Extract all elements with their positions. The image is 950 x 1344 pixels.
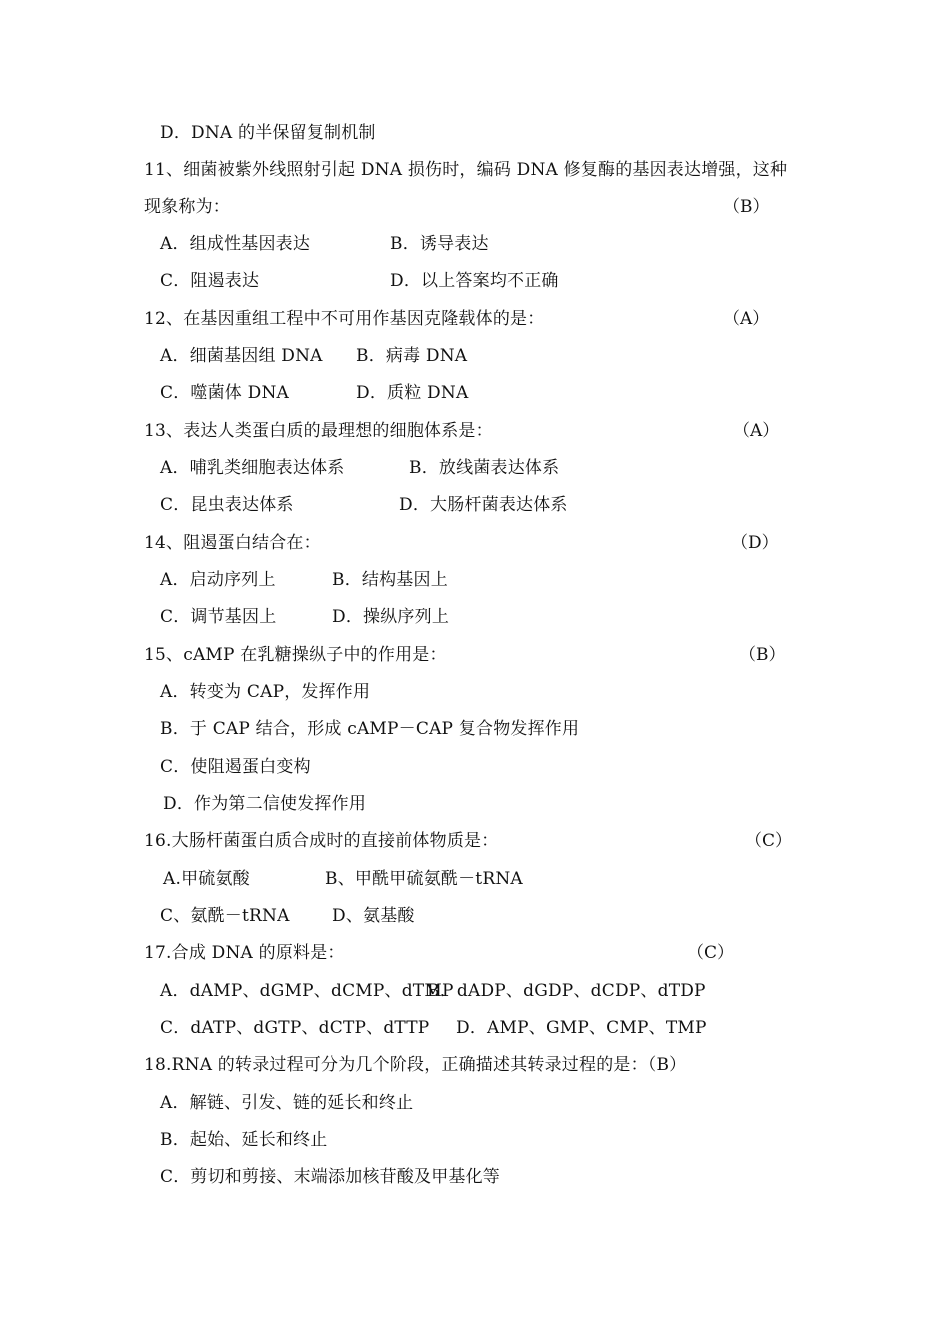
question-text: 17.合成 DNA 的原料是：: [144, 943, 345, 963]
option-text: A．哺乳类细胞表达体系: [160, 458, 345, 478]
option-text: B．于 CAP 结合，形成 cAMP－CAP 复合物发挥作用: [160, 719, 580, 739]
option-text: A．解链、引发、链的延长和终止: [160, 1093, 414, 1113]
option-text: C．调节基因上: [160, 607, 277, 627]
option-text: A．dAMP、dGMP、dCMP、dTMP: [160, 981, 454, 1001]
option-text: D．质粒 DNA: [356, 383, 469, 403]
option-text: D．大肠杆菌表达体系: [399, 495, 568, 515]
question-text: 15、cAMP 在乳糖操纵子中的作用是：: [144, 645, 447, 665]
option-text: B．放线菌表达体系: [409, 458, 560, 478]
option-text: D．操纵序列上: [332, 607, 450, 627]
answer-key: （D）: [731, 533, 779, 553]
option-text: B．诱导表达: [390, 234, 489, 254]
question-text: 13、表达人类蛋白质的最理想的细胞体系是：: [144, 421, 493, 441]
option-text: B．病毒 DNA: [356, 346, 468, 366]
answer-key: （C）: [745, 831, 793, 851]
option-text: C、氨酰－tRNA: [160, 906, 290, 926]
option-text: D．DNA 的半保留复制机制: [160, 123, 376, 143]
question-text: 现象称为：: [144, 197, 230, 217]
question-text: 14、阻遏蛋白结合在：: [144, 533, 321, 553]
option-text: D．作为第二信使发挥作用: [163, 794, 367, 814]
option-text: B．结构基因上: [332, 570, 448, 590]
option-text: C．昆虫表达体系: [160, 495, 294, 515]
question-text: 18.RNA 的转录过程可分为几个阶段，正确描述其转录过程的是：（B）: [144, 1055, 687, 1075]
answer-key: （C）: [687, 943, 735, 963]
option-text: D．以上答案均不正确: [390, 271, 559, 291]
answer-key: （A）: [723, 309, 770, 329]
option-text: C．阻遏表达: [160, 271, 260, 291]
answer-key: （A）: [733, 421, 780, 441]
option-text: C．dATP、dGTP、dCTP、dTTP: [160, 1018, 430, 1038]
question-text: 11、细菌被紫外线照射引起 DNA 损伤时，编码 DNA 修复酶的基因表达增强，这种: [144, 160, 788, 180]
option-text: B、甲酰甲硫氨酰－tRNA: [325, 869, 523, 889]
option-text: A．细菌基因组 DNA: [160, 346, 323, 366]
option-text: A.甲硫氨酸: [163, 869, 250, 889]
option-text: A．组成性基因表达: [160, 234, 311, 254]
option-text: A．启动序列上: [160, 570, 276, 590]
option-text: B．dADP、dGDP、dCDP、dTDP: [427, 981, 706, 1001]
option-text: C．使阻遏蛋白变构: [160, 757, 311, 777]
question-text: 16.大肠杆菌蛋白质合成时的直接前体物质是：: [144, 831, 499, 851]
option-text: A．转变为 CAP，发挥作用: [160, 682, 371, 702]
option-text: D．AMP、GMP、CMP、TMP: [456, 1018, 707, 1038]
question-text: 12、在基因重组工程中不可用作基因克隆载体的是：: [144, 309, 545, 329]
option-text: C．剪切和剪接、末端添加核苷酸及甲基化等: [160, 1167, 501, 1187]
option-text: B．起始、延长和终止: [160, 1130, 328, 1150]
option-text: C．噬菌体 DNA: [160, 383, 289, 403]
option-text: D、氨基酸: [332, 906, 415, 926]
answer-key: （B）: [723, 197, 770, 217]
answer-key: （B）: [739, 645, 786, 665]
